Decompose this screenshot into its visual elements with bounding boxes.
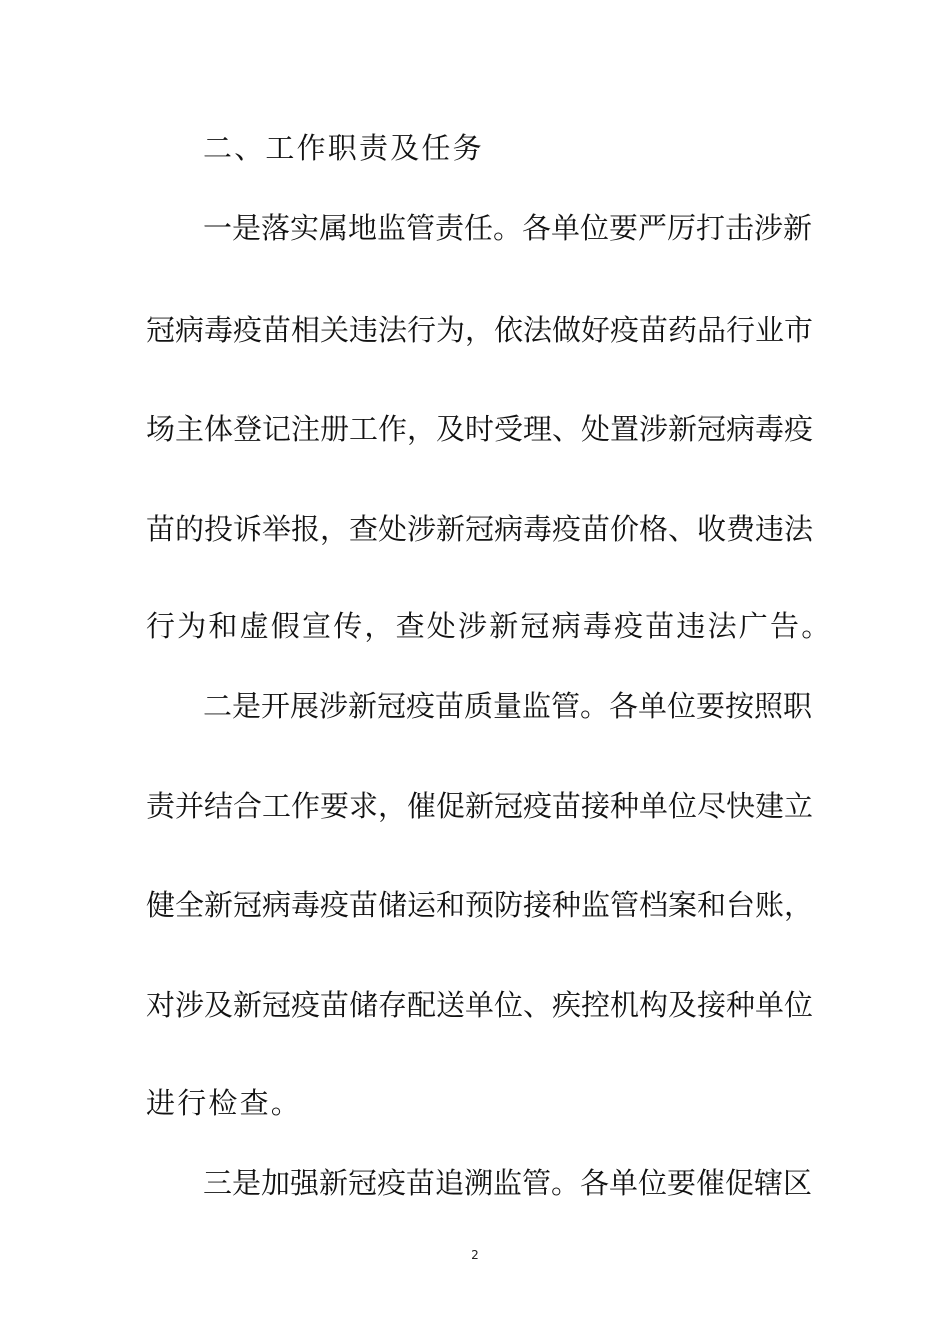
paragraph-line: 冠病毒疫苗相关违法行为，依法做好疫苗药品行业市: [146, 313, 814, 347]
paragraph-line: 健全新冠病毒疫苗储运和预防接种监管档案和台账，: [146, 888, 814, 922]
paragraph-line: 苗的投诉举报，查处涉新冠病毒疫苗价格、收费违法: [146, 512, 814, 546]
paragraph-line: 对涉及新冠疫苗储存配送单位、疾控机构及接种单位: [146, 988, 814, 1022]
page-number: 2: [471, 1248, 479, 1262]
paragraph-line: 三是加强新冠疫苗追溯监管。各单位要催促辖区: [203, 1166, 813, 1200]
section-heading: 二、工作职责及任务: [203, 131, 484, 165]
paragraph-line: 场主体登记注册工作，及时受理、处置涉新冠病毒疫: [146, 412, 814, 446]
paragraph-line: 一是落实属地监管责任。各单位要严厉打击涉新: [203, 211, 813, 245]
paragraph-line: 行为和虚假宣传，查处涉新冠病毒疫苗违法广告。: [146, 609, 833, 643]
paragraph-line: 责并结合工作要求，催促新冠疫苗接种单位尽快建立: [146, 789, 814, 823]
paragraph-line: 二是开展涉新冠疫苗质量监管。各单位要按照职: [203, 689, 813, 723]
paragraph-line: 进行检查。: [146, 1086, 303, 1120]
